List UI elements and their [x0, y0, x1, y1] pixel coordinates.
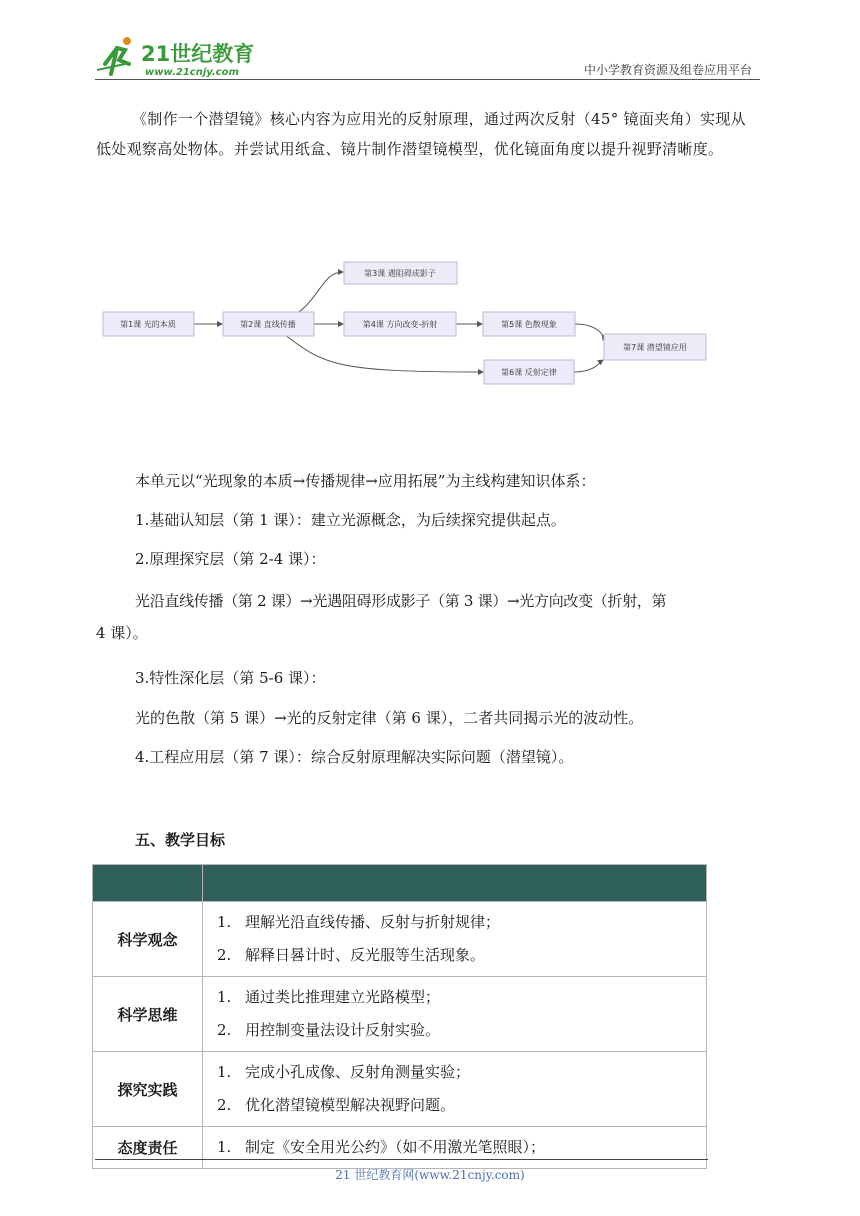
flow-node-lesson3 [344, 262, 457, 284]
goal-item: 2. 解释日晷计时、反光服等生活现象。 [217, 946, 486, 964]
category-cell: 探究实践 [93, 1052, 203, 1127]
svg-text:第3课 遇阻碍成影子: 第3课 遇阻碍成影子 [364, 269, 436, 278]
edge-2-6 [285, 335, 483, 372]
svg-text:第2课 直线传播: 第2课 直线传播 [240, 320, 296, 329]
edge-5-7 [575, 324, 603, 340]
goal-item: 1. 通过类比推理建立光路模型； [217, 988, 441, 1006]
goal-item: 1. 理解光沿直线传播、反射与折射规律； [217, 913, 501, 931]
layer-3-text: 3.特性深化层（第 5-6 课）： [135, 669, 326, 687]
items-cell [203, 977, 707, 1052]
goal-item: 2. 用控制变量法设计反射实验。 [217, 1021, 441, 1039]
footer-divider [95, 1159, 708, 1160]
intro-paragraph: 《制作一个潜望镜》核心内容为应用光的反射原理，通过两次反射（45° 镜面夹角）实现从低处观察高处物体。并尝试用纸盒、镜片制作潜望镜模型，优化镜面角度以提升视野清晰度。 [96, 110, 746, 158]
table-header-cell [203, 865, 707, 902]
logo-url: www.21cnjy.com [145, 67, 239, 78]
table-row [93, 977, 707, 1052]
category-cell: 态度责任 [93, 1127, 203, 1169]
teaching-goals-table [92, 864, 707, 1169]
svg-text:第7课 潜望镜应用: 第7课 潜望镜应用 [623, 343, 687, 352]
svg-text:第6课 反射定律: 第6课 反射定律 [501, 368, 557, 377]
logo [95, 34, 295, 78]
items-cell [203, 902, 707, 977]
flow-node-lesson6 [484, 360, 574, 384]
flow-node-lesson7 [604, 334, 706, 360]
flow-node-lesson1 [103, 312, 194, 336]
lesson-flow-diagram [95, 250, 715, 390]
layer-3-detail: 光的色散（第 5 课）→光的反射定律（第 6 课），二者共同揭示光的波动性。 [135, 709, 644, 727]
category-cell: 科学思维 [93, 977, 203, 1052]
header-divider [95, 79, 760, 80]
page-header [95, 30, 760, 80]
table-header-row [93, 865, 707, 902]
table-row [93, 902, 707, 977]
runner-icon [97, 37, 131, 74]
logo-text: 21世纪教育 [141, 42, 255, 66]
svg-text:第4课 方向改变-折射: 第4课 方向改变-折射 [362, 320, 438, 329]
goal-item: 1. 完成小孔成像、反射角测量实验； [217, 1063, 471, 1081]
summary-text: 本单元以“光现象的本质→传播规律→应用拓展”为主线构建知识体系： [135, 472, 596, 490]
section-heading: 五、教学目标 [135, 831, 226, 849]
goal-item: 1. 制定《安全用光公约》（如不用激光笔照眼）； [217, 1138, 546, 1156]
layer-1-text: 1.基础认知层（第 1 课）：建立光源概念，为后续探究提供起点。 [135, 511, 566, 529]
category-cell: 科学观念 [93, 902, 203, 977]
layer-2-detail-line1: 光沿直线传播（第 2 课）→光遇阻碍形成影子（第 3 课）→光方向改变（折射，第 [135, 592, 667, 610]
goal-item: 2. 优化潜望镜模型解决视野问题。 [217, 1096, 456, 1114]
footer-link[interactable]: 21 世纪教育网(www.21cnjy.com) [335, 1168, 525, 1182]
flow-node-lesson2 [223, 312, 314, 336]
table-header-cell [93, 865, 203, 902]
edge-6-7 [574, 360, 603, 372]
layer-4-text: 4.工程应用层（第 7 课）：综合反射原理解决实际问题（潜望镜）。 [135, 748, 574, 766]
flow-node-lesson5 [483, 312, 575, 336]
layer-2-text: 2.原理探究层（第 2-4 课）： [135, 550, 326, 568]
items-cell [203, 1127, 707, 1169]
svg-text:第5课 色散现象: 第5课 色散现象 [501, 320, 557, 329]
flow-node-lesson4 [344, 312, 456, 336]
table-row [93, 1052, 707, 1127]
layer-2-detail-line2: 4 课）。 [96, 624, 148, 642]
table-row [93, 1127, 707, 1169]
items-cell [203, 1052, 707, 1127]
svg-text:第1课 光的本质: 第1课 光的本质 [120, 320, 176, 329]
header-platform-text: 中小学教育资源及组卷应用平台 [583, 63, 752, 77]
